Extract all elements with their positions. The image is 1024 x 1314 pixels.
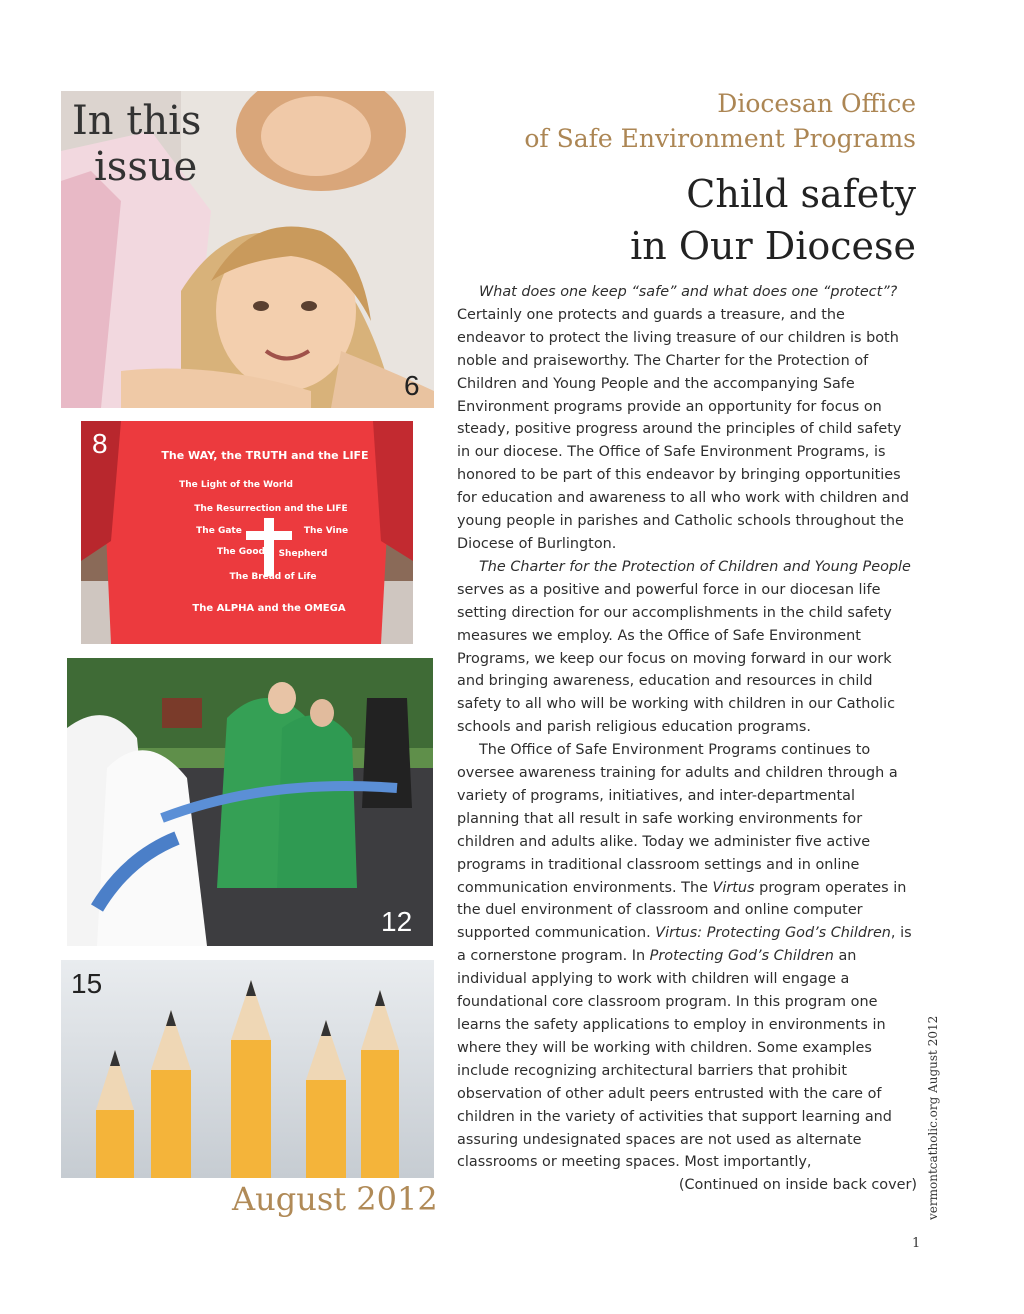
red-tshirt-photo bbox=[81, 421, 413, 644]
paragraph-2 bbox=[457, 556, 917, 739]
shirt-line-2: The Light of the World bbox=[179, 480, 293, 490]
office-name bbox=[524, 86, 916, 156]
paragraph-3 bbox=[457, 739, 917, 1174]
shirt-line-4-left: The Gate bbox=[196, 526, 242, 536]
article-body bbox=[457, 281, 917, 1197]
p3-virtus-title: Virtus: Protecting God’s Children bbox=[655, 925, 891, 942]
p3-b: program operates in the duel environment of classroom and online computer supported communication. bbox=[457, 879, 907, 942]
shirt-line-1: The WAY, the TRUTH and the LIFE bbox=[161, 449, 369, 462]
title-line-2: in Our Diocese bbox=[630, 224, 916, 268]
issue-date: August 2012 bbox=[232, 1180, 438, 1218]
in-this-issue-heading bbox=[72, 98, 201, 190]
p2-intro: The Charter for the Protection of Children and Young People bbox=[479, 558, 911, 575]
pencils-photo bbox=[61, 960, 434, 1178]
article-title bbox=[630, 168, 916, 272]
p3-a: The Office of Safe Environment Programs continues to oversee awareness training for adults and children through a variety of programs, initiatives, and inter-departmental planning that all result in safe working environments for children and adults alike. Today we administer five active programs in traditional classroom settings and in online communication environments. The bbox=[457, 742, 898, 896]
p3-pgc: Protecting God’s Children bbox=[649, 948, 834, 965]
shirt-line-7: The ALPHA and the OMEGA bbox=[192, 603, 346, 614]
shirt-line-4-right: The Vine bbox=[303, 526, 349, 536]
p3-virtus: Virtus bbox=[712, 879, 755, 896]
shirt-line-6: The Bread of Life bbox=[229, 572, 317, 582]
p3-d: an individual applying to work with children will engage a foundational core classroom program. In this program one learns the safety applications to employ in environments in where they will be working with children. Some examples include recognizing architectural barriers that prohibit observation of other adult peers entrusted with the care of children in the variety of activities that support learning and assuring undesignated spaces are not used as alternate classrooms or meeting spaces. Most importantly, bbox=[457, 948, 892, 1171]
page-number: 1 bbox=[912, 1236, 921, 1251]
page-ref-6[interactable]: 6 bbox=[404, 370, 420, 401]
continued-note[interactable]: (Continued on inside back cover) bbox=[678, 1177, 917, 1194]
shirt-line-3: The Resurrection and the LIFE bbox=[194, 504, 348, 514]
ribbon-cutting-photo bbox=[67, 658, 433, 946]
p3-c: , is a cornerstone program. In bbox=[457, 925, 912, 965]
shirt-line-5-left: The Good bbox=[217, 547, 265, 557]
paragraph-1 bbox=[457, 281, 917, 556]
heading-line-1: In this bbox=[72, 98, 202, 144]
p1-intro: What does one keep “safe” and what does one “protect”? bbox=[479, 284, 898, 300]
page-ref-12[interactable]: 12 bbox=[381, 906, 413, 937]
shirt-line-5-right: Shepherd bbox=[278, 549, 328, 559]
office-line-1: Diocesan Office bbox=[717, 89, 916, 118]
p1-body: Certainly one protects and guards a treasure, and the endeavor to protect the living treasure of our children is both noble and praiseworthy. The Charter for the Protection of Children and Young People and the accompanying Safe Environment programs provide an opportunity for focus on steady, positive progress around the principles of child safety in our diocese. The Office of Safe Environment Programs, is honored to be part of this endeavor by bringing opportunities for education and awareness to all who work with children and young people in parishes and Catholic schools throughout the Diocese of Burlington. bbox=[457, 306, 909, 552]
heading-line-2: issue bbox=[94, 144, 198, 190]
page-ref-15[interactable]: 15 bbox=[71, 968, 103, 999]
office-line-2: of Safe Environment Programs bbox=[524, 124, 916, 153]
p2-body: serves as a positive and powerful force in our diocesan life setting direction for our accomplishments in the child safety measures we employ. As the Office of Safe Environment Programs, we keep our focus on moving forward in our work and bringing awareness, education and resources in child safety to all who will be working with children in our Catholic schools and parish religious education programs. bbox=[457, 581, 896, 736]
title-line-1: Child safety bbox=[686, 172, 916, 216]
side-website-date: vermontcatholic.org August 2012 bbox=[926, 1015, 940, 1220]
page-ref-8[interactable]: 8 bbox=[92, 428, 108, 459]
